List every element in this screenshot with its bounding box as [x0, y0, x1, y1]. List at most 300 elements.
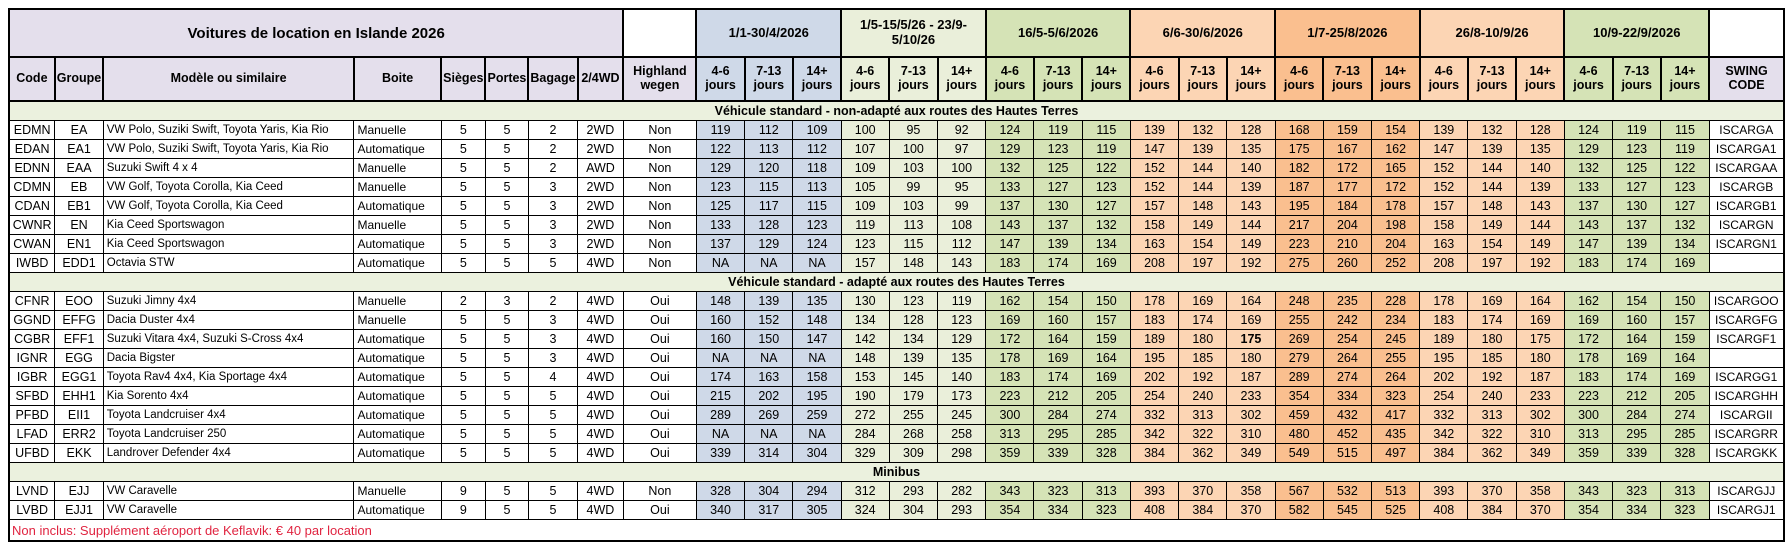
cell-groupe: EGG	[55, 349, 103, 368]
price-cell: 282	[938, 482, 986, 501]
cell-wd: 2WD	[578, 197, 624, 216]
price-cell: 192	[1468, 368, 1516, 387]
price-cell: 180	[1468, 330, 1516, 349]
price-cell: 183	[1564, 254, 1612, 273]
price-cell: 408	[1130, 501, 1178, 520]
cell-code: LVND	[9, 482, 55, 501]
cell-code: CFNR	[9, 292, 55, 311]
table-row	[9, 197, 1784, 216]
table-row	[9, 387, 1784, 406]
price-cell: 284	[1613, 406, 1661, 425]
period-header-5: 1/7-25/8/2026	[1275, 9, 1420, 57]
price-cell: 148	[793, 311, 841, 330]
column-header-wd: 2/4WD	[578, 57, 624, 101]
cell-modele: VW Polo, Suziki Swift, Toyota Yaris, Kia Rio	[103, 121, 354, 140]
cell-portes: 5	[485, 121, 528, 140]
price-cell: 139	[745, 292, 793, 311]
duration-header-3-2: 7-13 jours	[1034, 57, 1082, 101]
price-cell: 128	[889, 311, 937, 330]
price-cell: 154	[1372, 121, 1420, 140]
price-cell: 208	[1130, 254, 1178, 273]
price-cell: 119	[938, 292, 986, 311]
cell-modele: VW Caravelle	[103, 501, 354, 520]
price-cell: 223	[1275, 235, 1323, 254]
cell-bagage: 2	[528, 121, 577, 140]
price-cell: 197	[1179, 254, 1227, 273]
price-cell: 192	[1227, 254, 1275, 273]
cell-portes: 5	[485, 311, 528, 330]
price-cell: 342	[1130, 425, 1178, 444]
price-cell: 133	[696, 216, 744, 235]
cell-boite: Automatique	[354, 368, 441, 387]
price-cell: 124	[793, 235, 841, 254]
duration-header-3-3: 14+ jours	[1082, 57, 1130, 101]
price-cell: 169	[1613, 349, 1661, 368]
cell-portes: 5	[485, 254, 528, 273]
price-cell: 180	[1227, 349, 1275, 368]
price-cell: 295	[1613, 425, 1661, 444]
column-header-sieges: Sièges	[441, 57, 485, 101]
price-cell: 135	[793, 292, 841, 311]
price-cell: 195	[1420, 349, 1468, 368]
cell-sieges: 5	[441, 178, 485, 197]
cell-wd: 4WD	[578, 387, 624, 406]
cell-code: CDMN	[9, 178, 55, 197]
price-cell: 113	[889, 216, 937, 235]
cell-modele: Landrover Defender 4x4	[103, 444, 354, 463]
price-cell: 139	[1227, 178, 1275, 197]
price-cell: 169	[1179, 292, 1227, 311]
price-cell: 112	[745, 121, 793, 140]
table-row	[9, 216, 1784, 235]
price-cell: 302	[1516, 406, 1564, 425]
cell-wd: 2WD	[578, 235, 624, 254]
swing-cell: ISCARGJJ	[1709, 482, 1784, 501]
price-cell: 123	[841, 235, 889, 254]
page-title: Voitures de location en Islande 2026	[9, 9, 623, 57]
cell-highland: Non	[623, 121, 696, 140]
price-cell: 149	[1468, 216, 1516, 235]
price-cell: 144	[1516, 216, 1564, 235]
price-cell: 258	[938, 425, 986, 444]
table-row	[9, 254, 1784, 273]
cell-modele: VW Caravelle	[103, 482, 354, 501]
price-cell: 268	[889, 425, 937, 444]
cell-sieges: 5	[441, 349, 485, 368]
price-cell: 119	[1034, 121, 1082, 140]
price-cell: 169	[1564, 311, 1612, 330]
price-cell: 119	[841, 216, 889, 235]
cell-wd: 2WD	[578, 178, 624, 197]
duration-header-7-1: 4-6 jours	[1564, 57, 1612, 101]
cell-boite: Automatique	[354, 349, 441, 368]
price-cell: 152	[1420, 159, 1468, 178]
cell-highland: Oui	[623, 311, 696, 330]
price-cell: 132	[1564, 159, 1612, 178]
duration-header-1-2: 7-13 jours	[745, 57, 793, 101]
price-cell: 189	[1130, 330, 1178, 349]
price-cell: 169	[986, 311, 1034, 330]
cell-groupe: EJJ	[55, 482, 103, 501]
price-cell: 532	[1323, 482, 1371, 501]
cell-modele: Suzuki Swift 4 x 4	[103, 159, 354, 178]
swing-cell: ISCARGB1	[1709, 197, 1784, 216]
price-cell: 393	[1420, 482, 1468, 501]
price-cell: 174	[1613, 254, 1661, 273]
price-cell: 118	[793, 159, 841, 178]
price-cell: 140	[1227, 159, 1275, 178]
price-cell: 175	[1275, 140, 1323, 159]
price-cell: 329	[841, 444, 889, 463]
footer-row	[9, 520, 1784, 542]
cell-bagage: 5	[528, 406, 577, 425]
price-cell: 252	[1372, 254, 1420, 273]
price-cell: 323	[1034, 482, 1082, 501]
table-head	[9, 9, 1784, 101]
table-row	[9, 349, 1784, 368]
price-cell: 314	[745, 444, 793, 463]
cell-sieges: 5	[441, 444, 485, 463]
cell-bagage: 2	[528, 292, 577, 311]
price-cell: 169	[1661, 368, 1709, 387]
cell-groupe: EN	[55, 216, 103, 235]
cell-modele: VW Polo, Suziki Swift, Toyota Yaris, Kia Rio	[103, 140, 354, 159]
price-cell: 182	[1275, 159, 1323, 178]
price-cell: 164	[1516, 292, 1564, 311]
cell-bagage: 5	[528, 254, 577, 273]
table-row	[9, 482, 1784, 501]
table-row	[9, 501, 1784, 520]
cell-highland: Non	[623, 197, 696, 216]
cell-portes: 5	[485, 349, 528, 368]
price-cell: NA	[745, 349, 793, 368]
price-cell: 95	[889, 121, 937, 140]
price-cell: 159	[1661, 330, 1709, 349]
price-cell: 129	[1564, 140, 1612, 159]
cell-portes: 5	[485, 368, 528, 387]
cell-wd: 2WD	[578, 216, 624, 235]
price-cell: 127	[1661, 197, 1709, 216]
duration-header-2-1: 4-6 jours	[841, 57, 889, 101]
price-cell: NA	[793, 425, 841, 444]
price-cell: 140	[938, 368, 986, 387]
price-cell: 100	[889, 140, 937, 159]
price-cell: 148	[1179, 197, 1227, 216]
cell-highland: Non	[623, 140, 696, 159]
price-cell: 187	[1227, 368, 1275, 387]
price-cell: 370	[1227, 501, 1275, 520]
price-cell: 107	[841, 140, 889, 159]
price-cell: 234	[1372, 311, 1420, 330]
price-cell: 132	[1661, 216, 1709, 235]
column-header-code: Code	[9, 57, 55, 101]
duration-header-4-1: 4-6 jours	[1130, 57, 1178, 101]
cell-wd: 4WD	[578, 292, 624, 311]
price-cell: 192	[1516, 254, 1564, 273]
cell-bagage: 5	[528, 482, 577, 501]
price-cell: 147	[1564, 235, 1612, 254]
price-cell: 129	[986, 140, 1034, 159]
cell-code: CWNR	[9, 216, 55, 235]
price-cell: 143	[1564, 216, 1612, 235]
price-cell: 144	[1179, 159, 1227, 178]
price-cell: 143	[1516, 197, 1564, 216]
price-cell: 254	[1323, 330, 1371, 349]
price-cell: 148	[889, 254, 937, 273]
duration-header-5-1: 4-6 jours	[1275, 57, 1323, 101]
price-cell: 134	[889, 330, 937, 349]
price-cell: 184	[1323, 197, 1371, 216]
cell-wd: 4WD	[578, 425, 624, 444]
price-cell: 113	[745, 140, 793, 159]
price-cell: 349	[1227, 444, 1275, 463]
cell-wd: 2WD	[578, 140, 624, 159]
price-cell: 324	[841, 501, 889, 520]
price-cell: 174	[1179, 311, 1227, 330]
price-cell: 204	[1323, 216, 1371, 235]
swing-cell: ISCARGA1	[1709, 140, 1784, 159]
cell-wd: 4WD	[578, 254, 624, 273]
cell-boite: Automatique	[354, 501, 441, 520]
price-cell: 284	[1034, 406, 1082, 425]
price-cell: 92	[938, 121, 986, 140]
cell-code: IGBR	[9, 368, 55, 387]
price-cell: 162	[986, 292, 1034, 311]
cell-boite: Automatique	[354, 444, 441, 463]
price-cell: 183	[1564, 368, 1612, 387]
cell-groupe: EA	[55, 121, 103, 140]
price-cell: 393	[1130, 482, 1178, 501]
price-cell: 152	[1130, 159, 1178, 178]
swing-cell: ISCARGFG	[1709, 311, 1784, 330]
table-row	[9, 159, 1784, 178]
price-cell: 147	[1420, 140, 1468, 159]
table-row	[9, 406, 1784, 425]
price-cell: 162	[1564, 292, 1612, 311]
price-cell: NA	[696, 425, 744, 444]
price-cell: 112	[938, 235, 986, 254]
column-header-groupe: Groupe	[55, 57, 103, 101]
price-cell: 169	[1082, 254, 1130, 273]
price-cell: 323	[1372, 387, 1420, 406]
cell-boite: Automatique	[354, 140, 441, 159]
price-cell: 354	[1564, 501, 1612, 520]
cell-boite: Automatique	[354, 254, 441, 273]
cell-modele: Dacia Duster 4x4	[103, 311, 354, 330]
swing-cell: ISCARGII	[1709, 406, 1784, 425]
price-cell: 175	[1227, 330, 1275, 349]
cell-sieges: 9	[441, 501, 485, 520]
price-cell: 169	[1034, 349, 1082, 368]
price-cell: 349	[1516, 444, 1564, 463]
price-cell: 115	[1661, 121, 1709, 140]
price-cell: 172	[1372, 178, 1420, 197]
price-cell: 567	[1275, 482, 1323, 501]
price-cell: 128	[1516, 121, 1564, 140]
section-label: Véhicule standard - non-adapté aux routes des Hautes Terres	[9, 101, 1784, 121]
swing-cell: ISCARGJ1	[1709, 501, 1784, 520]
cell-wd: 4WD	[578, 349, 624, 368]
cell-bagage: 5	[528, 501, 577, 520]
price-cell: 168	[1275, 121, 1323, 140]
cell-sieges: 5	[441, 406, 485, 425]
duration-header-6-2: 7-13 jours	[1468, 57, 1516, 101]
cell-highland: Oui	[623, 292, 696, 311]
cell-boite: Automatique	[354, 197, 441, 216]
cell-groupe: ERR2	[55, 425, 103, 444]
price-cell: 513	[1372, 482, 1420, 501]
price-cell: 223	[986, 387, 1034, 406]
cell-modele: Kia Ceed Sportswagon	[103, 216, 354, 235]
price-cell: 133	[1564, 178, 1612, 197]
price-cell: 179	[889, 387, 937, 406]
price-cell: 187	[1516, 368, 1564, 387]
cell-wd: 4WD	[578, 311, 624, 330]
price-cell: 167	[1323, 140, 1371, 159]
swing-cell: ISCARGOO	[1709, 292, 1784, 311]
cell-sieges: 5	[441, 387, 485, 406]
price-cell: 160	[1034, 311, 1082, 330]
cell-boite: Automatique	[354, 235, 441, 254]
price-cell: 143	[1227, 197, 1275, 216]
cell-sieges: 5	[441, 140, 485, 159]
price-cell: 158	[1420, 216, 1468, 235]
swing-cell: ISCARGN	[1709, 216, 1784, 235]
price-cell: 129	[745, 235, 793, 254]
cell-code: PFBD	[9, 406, 55, 425]
price-cell: 185	[1179, 349, 1227, 368]
price-cell: 139	[1420, 121, 1468, 140]
section-row-3	[9, 463, 1784, 482]
cell-bagage: 2	[528, 159, 577, 178]
cell-sieges: 5	[441, 311, 485, 330]
period-header-7: 10/9-22/9/2026	[1564, 9, 1709, 57]
price-cell: 515	[1323, 444, 1371, 463]
price-cell: 259	[793, 406, 841, 425]
price-cell: 100	[938, 159, 986, 178]
price-cell: 157	[1420, 197, 1468, 216]
cell-bagage: 4	[528, 368, 577, 387]
cell-modele: Octavia STW	[103, 254, 354, 273]
price-cell: 137	[1613, 216, 1661, 235]
price-cell: 108	[938, 216, 986, 235]
cell-portes: 5	[485, 501, 528, 520]
cell-boite: Automatique	[354, 330, 441, 349]
price-cell: 109	[841, 159, 889, 178]
price-cell: 435	[1372, 425, 1420, 444]
price-cell: 195	[793, 387, 841, 406]
price-cell: 154	[1034, 292, 1082, 311]
price-cell: 197	[1468, 254, 1516, 273]
price-cell: 195	[1130, 349, 1178, 368]
price-cell: 178	[1564, 349, 1612, 368]
price-cell: 175	[1516, 330, 1564, 349]
price-cell: 135	[1516, 140, 1564, 159]
cell-bagage: 5	[528, 425, 577, 444]
cell-bagage: 5	[528, 444, 577, 463]
section-label: Véhicule standard - adapté aux routes des Hautes Terres	[9, 273, 1784, 292]
price-cell: NA	[793, 349, 841, 368]
price-cell: 432	[1323, 406, 1371, 425]
cell-wd: 4WD	[578, 368, 624, 387]
price-cell: 313	[1082, 482, 1130, 501]
swing-cell	[1709, 349, 1784, 368]
cell-modele: Suzuki Jimny 4x4	[103, 292, 354, 311]
cell-wd: 4WD	[578, 406, 624, 425]
price-cell: 123	[1613, 140, 1661, 159]
cell-wd: AWD	[578, 159, 624, 178]
price-cell: 204	[1372, 235, 1420, 254]
cell-highland: Non	[623, 216, 696, 235]
price-cell: 143	[986, 216, 1034, 235]
price-cell: 164	[1613, 330, 1661, 349]
price-cell: 103	[889, 159, 937, 178]
price-cell: 109	[793, 121, 841, 140]
swing-cell: ISCARGHH	[1709, 387, 1784, 406]
cell-sieges: 5	[441, 425, 485, 444]
swing-cell: ISCARGN1	[1709, 235, 1784, 254]
price-cell: 202	[1420, 368, 1468, 387]
price-cell: 174	[696, 368, 744, 387]
price-cell: 160	[696, 330, 744, 349]
price-cell: 178	[986, 349, 1034, 368]
price-cell: 274	[1323, 368, 1371, 387]
price-cell: 145	[889, 368, 937, 387]
price-cell: 164	[1034, 330, 1082, 349]
cell-highland: Oui	[623, 330, 696, 349]
price-cell: 269	[745, 406, 793, 425]
cell-sieges: 5	[441, 197, 485, 216]
price-cell: 163	[1130, 235, 1178, 254]
cell-code: EDMN	[9, 121, 55, 140]
price-cell: 358	[1516, 482, 1564, 501]
price-cell: 164	[1227, 292, 1275, 311]
price-cell: 148	[1468, 197, 1516, 216]
price-cell: 123	[1082, 178, 1130, 197]
price-cell: 139	[1130, 121, 1178, 140]
price-cell: 370	[1179, 482, 1227, 501]
cell-code: IWBD	[9, 254, 55, 273]
cell-boite: Manuelle	[354, 482, 441, 501]
price-cell: 137	[986, 197, 1034, 216]
price-cell: 343	[1564, 482, 1612, 501]
price-cell: 119	[1082, 140, 1130, 159]
price-cell: 133	[986, 178, 1034, 197]
price-cell: 159	[1082, 330, 1130, 349]
price-cell: 147	[793, 330, 841, 349]
column-header-modele: Modèle ou similaire	[103, 57, 354, 101]
cell-portes: 5	[485, 406, 528, 425]
cell-groupe: EN1	[55, 235, 103, 254]
price-cell: 163	[745, 368, 793, 387]
price-cell: 313	[1564, 425, 1612, 444]
price-cell: 305	[793, 501, 841, 520]
price-cell: 272	[841, 406, 889, 425]
price-cell: 130	[1613, 197, 1661, 216]
section-row-1	[9, 101, 1784, 121]
price-cell: 242	[1323, 311, 1371, 330]
price-cell: 313	[1179, 406, 1227, 425]
price-cell: 328	[1661, 444, 1709, 463]
cell-code: EDAN	[9, 140, 55, 159]
price-cell: 185	[1468, 349, 1516, 368]
price-cell: 269	[1275, 330, 1323, 349]
price-cell: 212	[1034, 387, 1082, 406]
swing-cell: ISCARGA	[1709, 121, 1784, 140]
price-cell: 183	[986, 368, 1034, 387]
price-cell: 147	[1130, 140, 1178, 159]
cell-highland: Non	[623, 235, 696, 254]
